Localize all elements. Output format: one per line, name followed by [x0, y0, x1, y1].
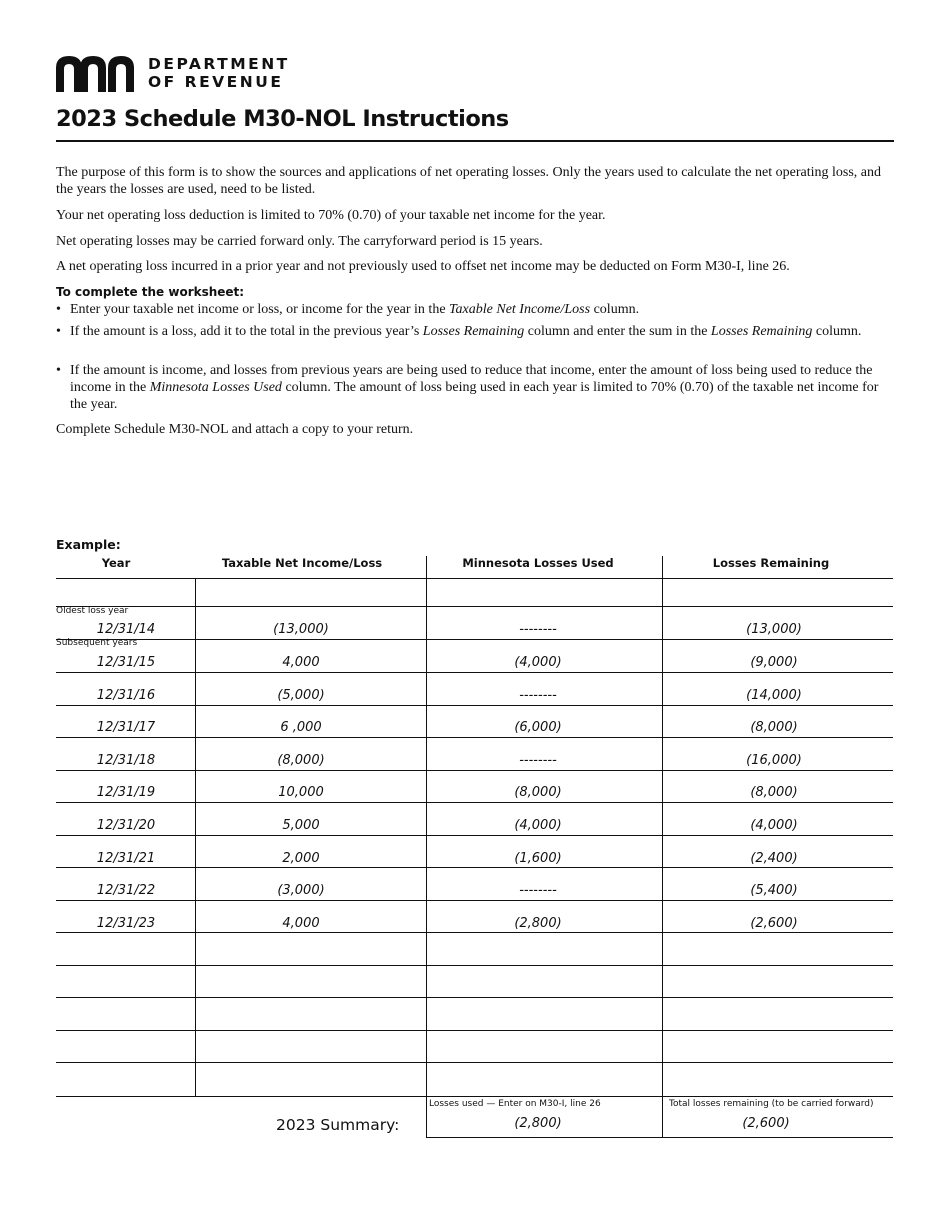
cell-minnesota-losses-used: --------	[519, 753, 557, 768]
table-column-rule	[662, 556, 663, 606]
department-of-revenue-logo	[56, 56, 296, 94]
page-title: 2023 Schedule M30-NOL Instructions	[56, 106, 509, 132]
closing-paragraph: Complete Schedule M30-NOL and attach a copy to your return.	[56, 422, 414, 437]
cell-losses-remaining: (8,000)	[750, 720, 798, 735]
mn-logo-icon	[56, 56, 136, 92]
cell-income: (5,000)	[277, 688, 325, 703]
summary-divider	[426, 1096, 427, 1137]
bullet-italic: Losses Remaining	[422, 324, 525, 339]
bullet-italic: Taxable Net Income/Loss	[449, 302, 591, 317]
cell-income: 4,000	[282, 916, 320, 931]
intro-paragraph-deduction: A net operating loss incurred in a prior year and not previously used to offset net income may be deducted on Form M30-I, line 26.	[56, 259, 790, 274]
cell-minnesota-losses-used: --------	[519, 688, 557, 703]
worksheet-bullet-3	[56, 362, 896, 413]
logo-text	[148, 56, 290, 91]
table-column-rule	[195, 578, 196, 606]
table-row-rule	[56, 1030, 893, 1031]
cell-year: 12/31/22	[96, 883, 156, 898]
cell-losses-remaining: (16,000)	[746, 753, 802, 768]
bullet-icon: •	[56, 302, 61, 317]
cell-year: 12/31/21	[96, 851, 156, 866]
bullet-text: column. The amount of loss being used in each year is limited to 70% (0.70) of the taxable net income for the year.	[70, 380, 879, 412]
table-row-rule	[56, 867, 893, 868]
cell-minnesota-losses-used: --------	[519, 622, 557, 637]
title-divider	[56, 140, 894, 142]
bullet-text: column and enter the sum in the	[524, 324, 711, 339]
bullet-text: Enter your taxable net income or loss, or income for the year in the	[70, 302, 450, 317]
cell-minnesota-losses-used: (4,000)	[514, 655, 562, 670]
table-row-rule	[56, 737, 893, 738]
cell-minnesota-losses-used: (2,800)	[514, 916, 562, 931]
table-row-rule	[56, 802, 893, 803]
cell-income: 6 ,000	[280, 720, 322, 735]
cell-minnesota-losses-used: (6,000)	[514, 720, 562, 735]
summary-top-rule	[56, 1096, 893, 1097]
cell-losses-remaining: (8,000)	[750, 785, 798, 800]
example-label: Example:	[56, 537, 121, 552]
summary-bottom-rule	[426, 1137, 893, 1138]
cell-losses-remaining: (5,400)	[750, 883, 798, 898]
cell-losses-remaining: (4,000)	[750, 818, 798, 833]
table-row-rule	[56, 997, 893, 998]
summary-remaining-note: Total losses remaining (to be carried forward)	[669, 1099, 874, 1109]
intro-paragraph-limit: Your net operating loss deduction is limited to 70% (0.70) of your taxable net income for the year.	[56, 208, 606, 223]
logo-line-1: DEPARTMENT	[148, 55, 290, 73]
bullet-icon: •	[56, 363, 61, 378]
summary-divider	[662, 1096, 663, 1137]
subsequent-years-note: Subsequent years	[56, 638, 138, 648]
cell-income: 5,000	[282, 818, 320, 833]
cell-year: 12/31/16	[96, 688, 156, 703]
cell-income: 2,000	[282, 851, 320, 866]
cell-minnesota-losses-used: (4,000)	[514, 818, 562, 833]
cell-year: 12/31/23	[96, 916, 156, 931]
bullet-text: If the amount is a loss, add it to the total in the previous year’s	[70, 324, 423, 339]
logo-line-2: OF REVENUE	[148, 72, 284, 91]
table-column-rule	[426, 556, 427, 606]
cell-losses-remaining: (2,600)	[750, 916, 798, 931]
bullet-icon: •	[56, 324, 61, 339]
worksheet-bullet-2	[56, 323, 896, 340]
worksheet-bullet-1	[56, 301, 896, 318]
summary-used-value: (2,800)	[514, 1116, 562, 1131]
table-row-rule	[56, 900, 893, 901]
table-row-rule	[56, 932, 893, 933]
table-row-rule	[56, 965, 893, 966]
cell-year: 12/31/18	[96, 753, 156, 768]
table-row-rule	[56, 606, 893, 607]
cell-year: 12/31/19	[96, 785, 156, 800]
column-header-income: Taxable Net Income/Loss	[221, 556, 383, 570]
cell-income: 4,000	[282, 655, 320, 670]
bullet-text: column.	[812, 324, 862, 339]
table-column-rule	[195, 932, 196, 1096]
cell-income: (3,000)	[277, 883, 325, 898]
bullet-italic: Losses Remaining	[710, 324, 813, 339]
table-row-rule	[56, 639, 893, 640]
cell-year: 12/31/14	[96, 622, 156, 637]
table-row-rule	[56, 705, 893, 706]
cell-losses-remaining: (14,000)	[746, 688, 802, 703]
worksheet-heading: To complete the worksheet:	[56, 285, 245, 299]
cell-year: 12/31/15	[96, 655, 156, 670]
cell-income: 10,000	[278, 785, 324, 800]
summary-used-note: Losses used — Enter on M30-I, line 26	[429, 1099, 601, 1109]
cell-income: (13,000)	[273, 622, 329, 637]
intro-paragraph-carryforward: Net operating losses may be carried forward only. The carryforward period is 15 years.	[56, 234, 543, 249]
table-row-rule	[56, 1062, 893, 1063]
cell-minnesota-losses-used: (8,000)	[514, 785, 562, 800]
cell-income: (8,000)	[277, 753, 325, 768]
table-row-rule	[56, 835, 893, 836]
summary-label: 2023 Summary:	[276, 1116, 400, 1134]
cell-year: 12/31/17	[96, 720, 156, 735]
cell-losses-remaining: (2,400)	[750, 851, 798, 866]
cell-year: 12/31/20	[96, 818, 156, 833]
cell-minnesota-losses-used: --------	[519, 883, 557, 898]
column-header-remaining: Losses Remaining	[712, 556, 830, 570]
cell-losses-remaining: (13,000)	[746, 622, 802, 637]
bullet-text: If the amount is income, and losses from previous years are being used to reduce that income, enter the amount of loss being used to reduce the income in the	[70, 363, 873, 395]
table-row-rule	[56, 672, 893, 673]
column-header-year: Year	[101, 556, 131, 570]
oldest-loss-note: Oldest loss year	[56, 606, 129, 616]
table-row-rule	[56, 770, 893, 771]
bullet-italic: Minnesota Losses Used	[149, 380, 282, 395]
column-header-used: Minnesota Losses Used	[462, 556, 614, 570]
cell-losses-remaining: (9,000)	[750, 655, 798, 670]
table-row-rule	[56, 578, 893, 579]
summary-remaining-value: (2,600)	[742, 1116, 790, 1131]
cell-minnesota-losses-used: (1,600)	[514, 851, 562, 866]
bullet-text: column.	[590, 302, 640, 317]
intro-paragraph-purpose: The purpose of this form is to show the sources and applications of net operating losses. Only the years used to calculate the net operating loss, and the years the losses are used, need to be listed.	[56, 165, 882, 197]
